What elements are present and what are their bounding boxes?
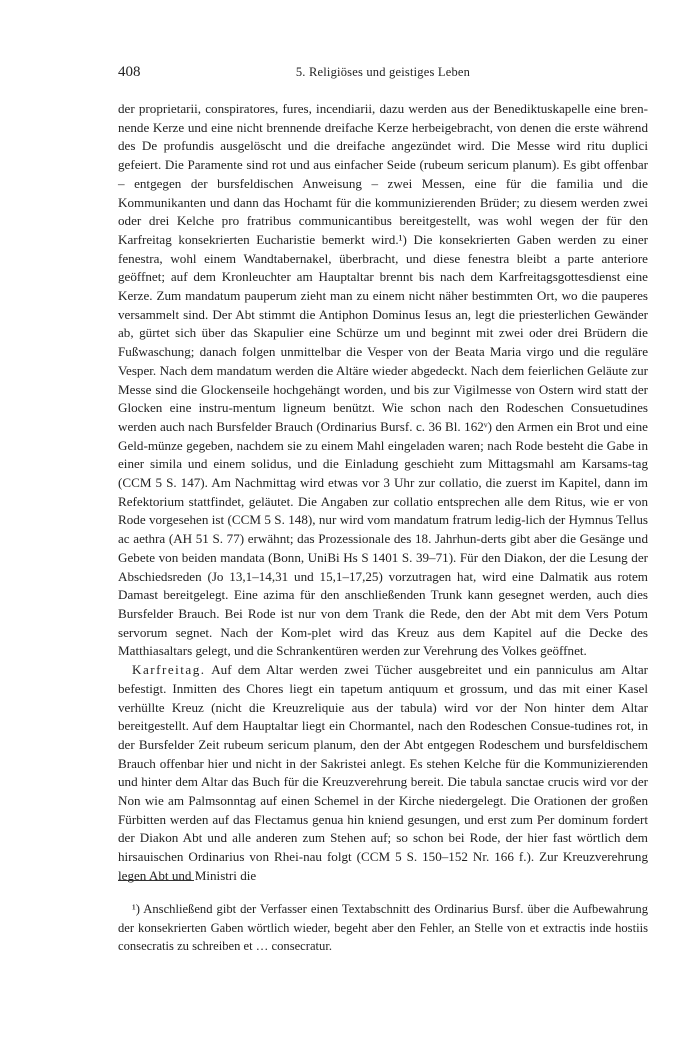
paragraph-2-text: Auf dem Altar werden zwei Tücher ausgebreitet und ein panniculus am Altar befestigt. Inmitten des Chores liegt ein tapetum antiquum et grossum, und das mit einer Kasel verhüllte Kreuz (nicht die Kreuzreliquie aus der tabula) wird vor der Non hinter dem Altar bereitgestellt. Auf dem Hauptaltar liegt ein Chormantel, nach den Rodeschen Consue-tudines rot, in der Bursfelder Zeit rubeum sericum planum, den der Abt entgegen Rodeschem und bursfeldischem Brauch offenbar hier und nicht in der Sakristei anlegt. Es stehen Kelche für die Kommunizierenden und hinter dem Altar das Buch für die Kreuzverehrung bereit. Die tabula sanctae crucis wird vor der Non wie am Palmsonntag auf einen Schemel in der Kirche niedergelegt. Die Orationen der großen Fürbitten werden auf das Flectamus genua hin kniend gesungen, und erst zum Per dominum fordert der Diakon Abt und alle anderen zum Stehen auf; so schon bei Rode, der hier fast wörtlich dem hirsauischen Ordinarius von Rhei-nau folgt (CCM 5 S. 150–152 Nr. 166 f.). Zur Kreuzverehrung legen Abt und Ministri die (118, 662, 648, 883)
footnote-divider (118, 880, 194, 881)
footnote: ¹) Anschließend gibt der Verfasser einen Textabschnitt des Ordinarius Bursf. über die Aufbewahrung der konsekrierten Gaben wörtlich wieder, begeht aber den Fehler, an Stelle von et extractis inde hostiis consecratis zu schreiben et … consecratur. (118, 902, 648, 953)
page-number: 408 (118, 64, 141, 80)
paragraph-2 (118, 661, 648, 885)
paragraph-1: der proprietarii, conspiratores, fures, incendiarii, dazu werden aus der Benediktuskapelle eine bren-nende Kerze und eine nicht brennende dreifache Kerze herbeigebracht, von denen die erste während des De profundis ausgelöscht und die dreifache angezündet wird. Die Messe wird ritu duplici gefeiert. Die Paramente sind rot und aus einfacher Seide (rubeum sericum planum). Es gibt offenbar – entgegen der bursfeldischen Anweisung – zwei Messen, eine für die familia und die Kommunikanten und dann das Hochamt für die kommunizierenden Brüder; zu diesem werden zwei oder drei Kelche pro fratribus communicantibus bereitgestellt, was wohl wegen der für den Karfreitag konsekrierten Eucharistie bemerkt wird.¹) Die konsekrierten Gaben werden zu einer fenestra, wohl einem Wandtabernakel, überbracht, und diese fenestra bleibt a parte anteriore geöffnet; auf dem Kronleuchter am Hauptaltar brennt bis nach dem Karfreitagsgottesdienst eine Kerze. Zum mandatum pauperum zieht man zu einem nicht näher bestimmten Ort, wo die pauperes versammelt sind. Der Abt stimmt die Antiphon Dominus Iesus an, legt die priesterlichen Gewänder ab, gürtet sich über das Skapulier eine Schürze um und beginnt mit zwei oder drei Brüdern die Fußwaschung; danach folgen unmittelbar die Vesper von der Beata Maria virgo und die reguläre Vesper. Nach dem mandatum werden die Altäre wieder abgedeckt. Nach dem feierlichen Geläute zur Messe sind die Glockenseile hochgehängt worden, und bis zur Vigilmesse von Ostern wird statt der Glocken eine instru-mentum ligneum benützt. Wie schon nach den Rodeschen Consuetudines werden auch nach Bursfelder Brauch (Ordinarius Bursf. c. 36 Bl. 162ᵛ) den Armen ein Brot und eine Geld-münze gegeben, nachdem sie zu einem Mahl eingeladen waren; nach Rode besteht die Gabe in einer simila und einem solidus, und die Einladung geschieht zum Mittagsmahl am Karsams-tag (CCM 5 S. 147). Am Nachmittag wird etwas vor 3 Uhr zur collatio, die zuerst im Kapitel, dann im Refektorium stattfindet, geläutet. Die Angaben zur collatio entsprechen alle dem Ritus, wie er von Rode vorgesehen ist (CCM 5 S. 148), nur wird vom mandatum fratrum ledig-lich der Hymnus Tellus ac aethra (AH 51 S. 77) erwähnt; das Prozessionale des 18. Jahrhun-derts gibt aber die Gesänge und Gebete von beiden mandata (Bonn, UniBi Hs S 1401 S. 39–71). Für den Diakon, der die Lesung der Abschiedsreden (Jo 13,1–14,31 und 15,1–17,25) vorzutragen hat, wird eine Dalmatik aus rotem Damast bereitgelegt. Eine azima für den anschließenden Trunk kann gesegnet werden, auch dies Bursfelder Brauch. Bei Rode ist nur von dem Trank die Rede, den der Abt mit dem Vers Potum servorum segnet. Nach der Kom-plet wird das Kreuz aus dem Kapitel auf die Decke des Matthiasaltars gelegt, und die Schrankentüren werden zur Verehrung des Volkes geöffnet. (118, 101, 648, 659)
running-title: 5. Religiöses und geistiges Leben (295, 65, 471, 79)
section-heading-karfreitag: Karfreitag. (132, 662, 206, 678)
page-header (118, 64, 648, 84)
main-text (118, 100, 648, 886)
